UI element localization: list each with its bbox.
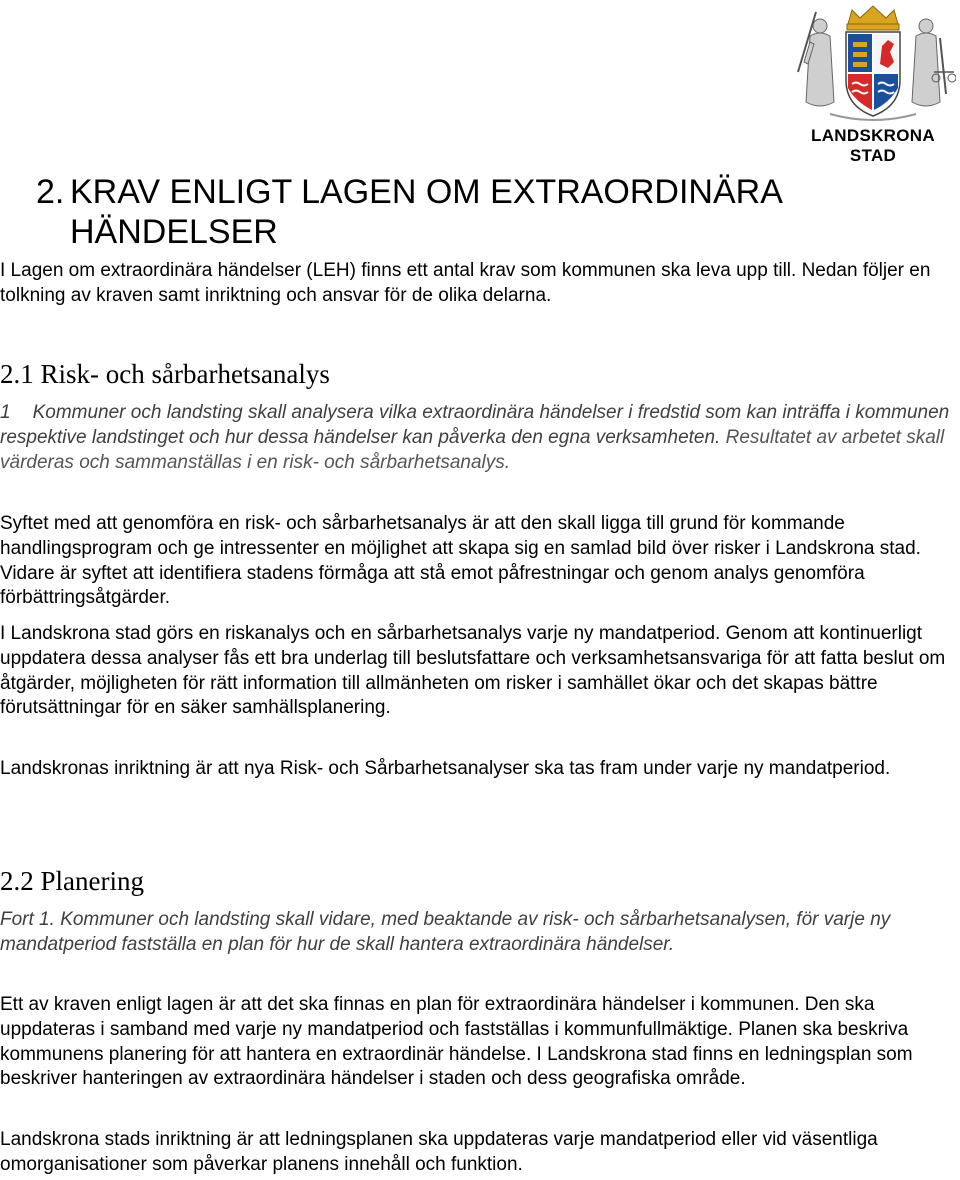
quote-text-b: Resultatet av arbetet skall värderas och sammanställas i en risk- och sårbarhetsanalys. [0,426,945,473]
section2-paragraph-2: Landskrona stads inriktning är att ledningsplanen ska uppdateras varje mandatperiod eller vid väsentliga omorganisationer som påverkar planens innehåll och funktion. [0,1129,878,1175]
section-title-planning: 2.2 Planering [0,866,144,896]
section1-paragraph-3: Landskronas inriktning är att nya Risk- och Sårbarhetsanalyser ska tas fram under varje ny mandatperiod. [0,758,891,779]
section-title-risk-analysis: 2.1 Risk- och sårbarhetsanalys [0,359,330,389]
section1-paragraph-1: Syftet med att genomföra en risk- och sårbarhetsanalys är att den skall ligga till grund för kommande handlingsprogram och ge intressenter en möjlighet att skapa sig en samlad bild över risker i Landskrona stad. Vidare är syftet att identifiera stadens förmåga att stå emot påfrestningar och genom analys genomföra förbättringsåtgärder. [0,513,921,609]
page-title [36,172,836,252]
logo-wordmark: LANDSKRONA STAD [811,126,935,165]
quote-text-a: Kommuner och landsting skall analysera vilka extraordinära händelser i fredstid som kan inträffa i kommunen respektive landstinget och hur dessa händelser kan påverka den egna verksamheten. [0,402,950,448]
law-quote-1 [0,401,950,475]
coat-of-arms-icon [790,2,956,126]
section2-paragraph-1: Ett av kraven enligt lagen är att det ska finnas en plan för extraordinära händelser i kommunen. Den ska uppdateras i samband med varje ny mandatperiod och fastställas i kommunfullmäktige. Planen ska beskriva kommunens planering för att hantera en extraordinär händelse. I Landskrona stad finns en ledningsplan som beskriver hanteringen av extraordinära händelser i staden och dess geografiska område. [0,994,913,1090]
quote-text-2: Kommuner och landsting skall vidare, med beaktande av risk- och sårbarhetsanalysen, för varje ny mandatperiod fastställa en plan för hur de skall hantera extraordinära händelser. [0,909,891,955]
landskrona-logo [790,2,956,165]
footnote-ref: 1 [0,402,11,423]
intro-paragraph: I Lagen om extraordinära händelser (LEH) finns ett antal krav som kommunen ska leva upp till. Nedan följer en tolkning av kraven samt inriktning och ansvar för de olika delarna. [0,260,931,306]
quote-ref-2: Fort 1. [0,909,55,930]
heading-number: 2. [36,173,65,211]
heading-title: KRAV ENLIGT LAGEN OM EXTRAORDINÄRA HÄNDELSER [70,173,782,251]
section1-paragraph-2: I Landskrona stad görs en riskanalys och en sårbarhetsanalys varje ny mandatperiod. Genom att kontinuerligt uppdatera dessa analyser fås ett bra underlag till beslutsfattare och verksamhetsansvariga för att fatta beslut om åtgärder, möjligheten för rätt information till allmänheten om risker i samhället ökar och det skapas bättre förutsättningar för en säker samhällsplanering. [0,623,946,719]
law-quote-2 [0,908,950,958]
